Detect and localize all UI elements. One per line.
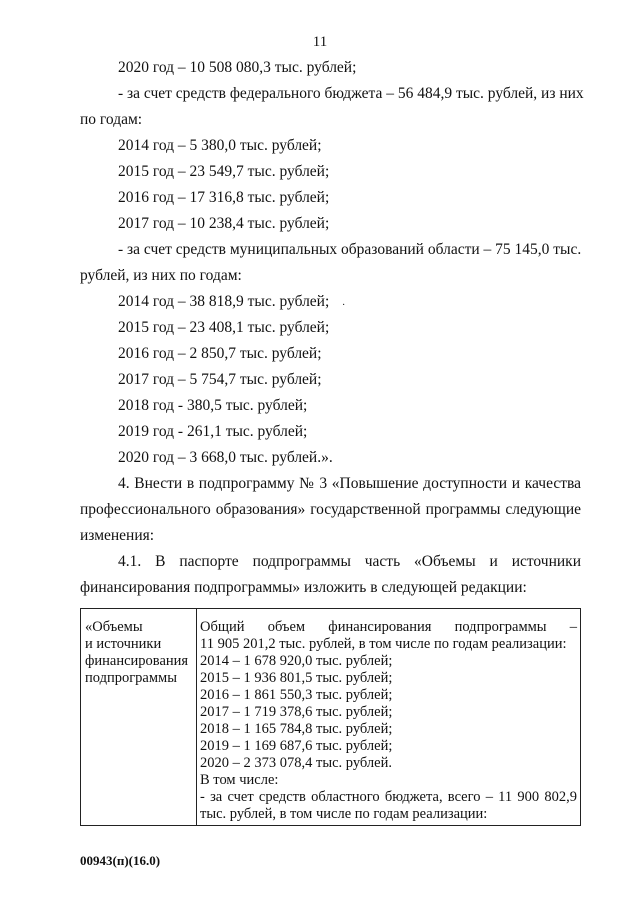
text-line: - за счет средств федерального бюджета – 56 484,9 тыс. рублей, из них (118, 85, 584, 102)
text-line: 2020 год – 3 668,0 тыс. рублей.». (118, 449, 333, 466)
text-line: изменения: (80, 527, 155, 544)
text-line: 2014 год – 5 380,0 тыс. рублей; (118, 137, 322, 154)
cell-line: 2014 – 1 678 920,0 тыс. рублей; (200, 653, 393, 669)
cell-line: и источники (85, 636, 162, 652)
text-line: - за счет средств муниципальных образований области – 75 145,0 тыс. (118, 241, 582, 258)
text-line: по годам: (80, 111, 143, 128)
cell-line: 11 905 201,2 тыс. рублей, в том числе по годам реализации: (200, 636, 567, 652)
text-line: 2019 год - 261,1 тыс. рублей; (118, 423, 308, 440)
stray-dot: · (342, 300, 346, 311)
text-line: 2018 год - 380,5 тыс. рублей; (118, 397, 308, 414)
text-line: 4. Внести в подпрограмму № 3 «Повышение доступности и качества (118, 475, 581, 492)
cell-line: подпрограммы (85, 670, 177, 686)
text-line: 2020 год – 10 508 080,3 тыс. рублей; (118, 59, 357, 76)
text-line: 2014 год – 38 818,9 тыс. рублей; (118, 293, 330, 310)
text-line: рублей, из них по годам: (80, 267, 242, 284)
table-cell-label (81, 609, 197, 826)
text-line: финансирования подпрограммы» изложить в следующей редакции: (80, 579, 527, 596)
table-row (81, 609, 581, 826)
cell-line: «Объемы (85, 619, 143, 635)
cell-line: тыс. рублей, в том числе по годам реализации: (200, 806, 488, 822)
page-number: 11 (312, 34, 328, 50)
cell-line: 2017 – 1 719 378,6 тыс. рублей; (200, 704, 393, 720)
document-code: 00943(п)(16.0) (80, 853, 161, 868)
cell-line: - за счет средств областного бюджета, всего – 11 900 802,9 (200, 789, 577, 805)
text-line: 4.1. В паспорте подпрограммы часть «Объемы и источники (118, 553, 581, 570)
cell-line: В том числе: (200, 772, 279, 788)
text-line: 2017 год – 10 238,4 тыс. рублей; (118, 215, 330, 232)
cell-line: 2019 – 1 169 687,6 тыс. рублей; (200, 738, 393, 754)
table-cell-content (197, 609, 581, 826)
cell-line: Общий объем финансирования подпрограммы – (200, 619, 577, 635)
text-line: профессионального образования» государственной программы следующие (80, 501, 581, 518)
text-line: 2015 год – 23 549,7 тыс. рублей; (118, 163, 330, 180)
text-line: 2016 год – 17 316,8 тыс. рублей; (118, 189, 330, 206)
passport-table (80, 608, 581, 826)
text-line: 2015 год – 23 408,1 тыс. рублей; (118, 319, 330, 336)
cell-line: 2018 – 1 165 784,8 тыс. рублей; (200, 721, 393, 737)
cell-line: 2015 – 1 936 801,5 тыс. рублей; (200, 670, 393, 686)
text-line: 2017 год – 5 754,7 тыс. рублей; (118, 371, 322, 388)
cell-line: 2016 – 1 861 550,3 тыс. рублей; (200, 687, 393, 703)
cell-line: финансирования (85, 653, 189, 669)
text-line: 2016 год – 2 850,7 тыс. рублей; (118, 345, 322, 362)
cell-line: 2020 – 2 373 078,4 тыс. рублей. (200, 755, 392, 771)
